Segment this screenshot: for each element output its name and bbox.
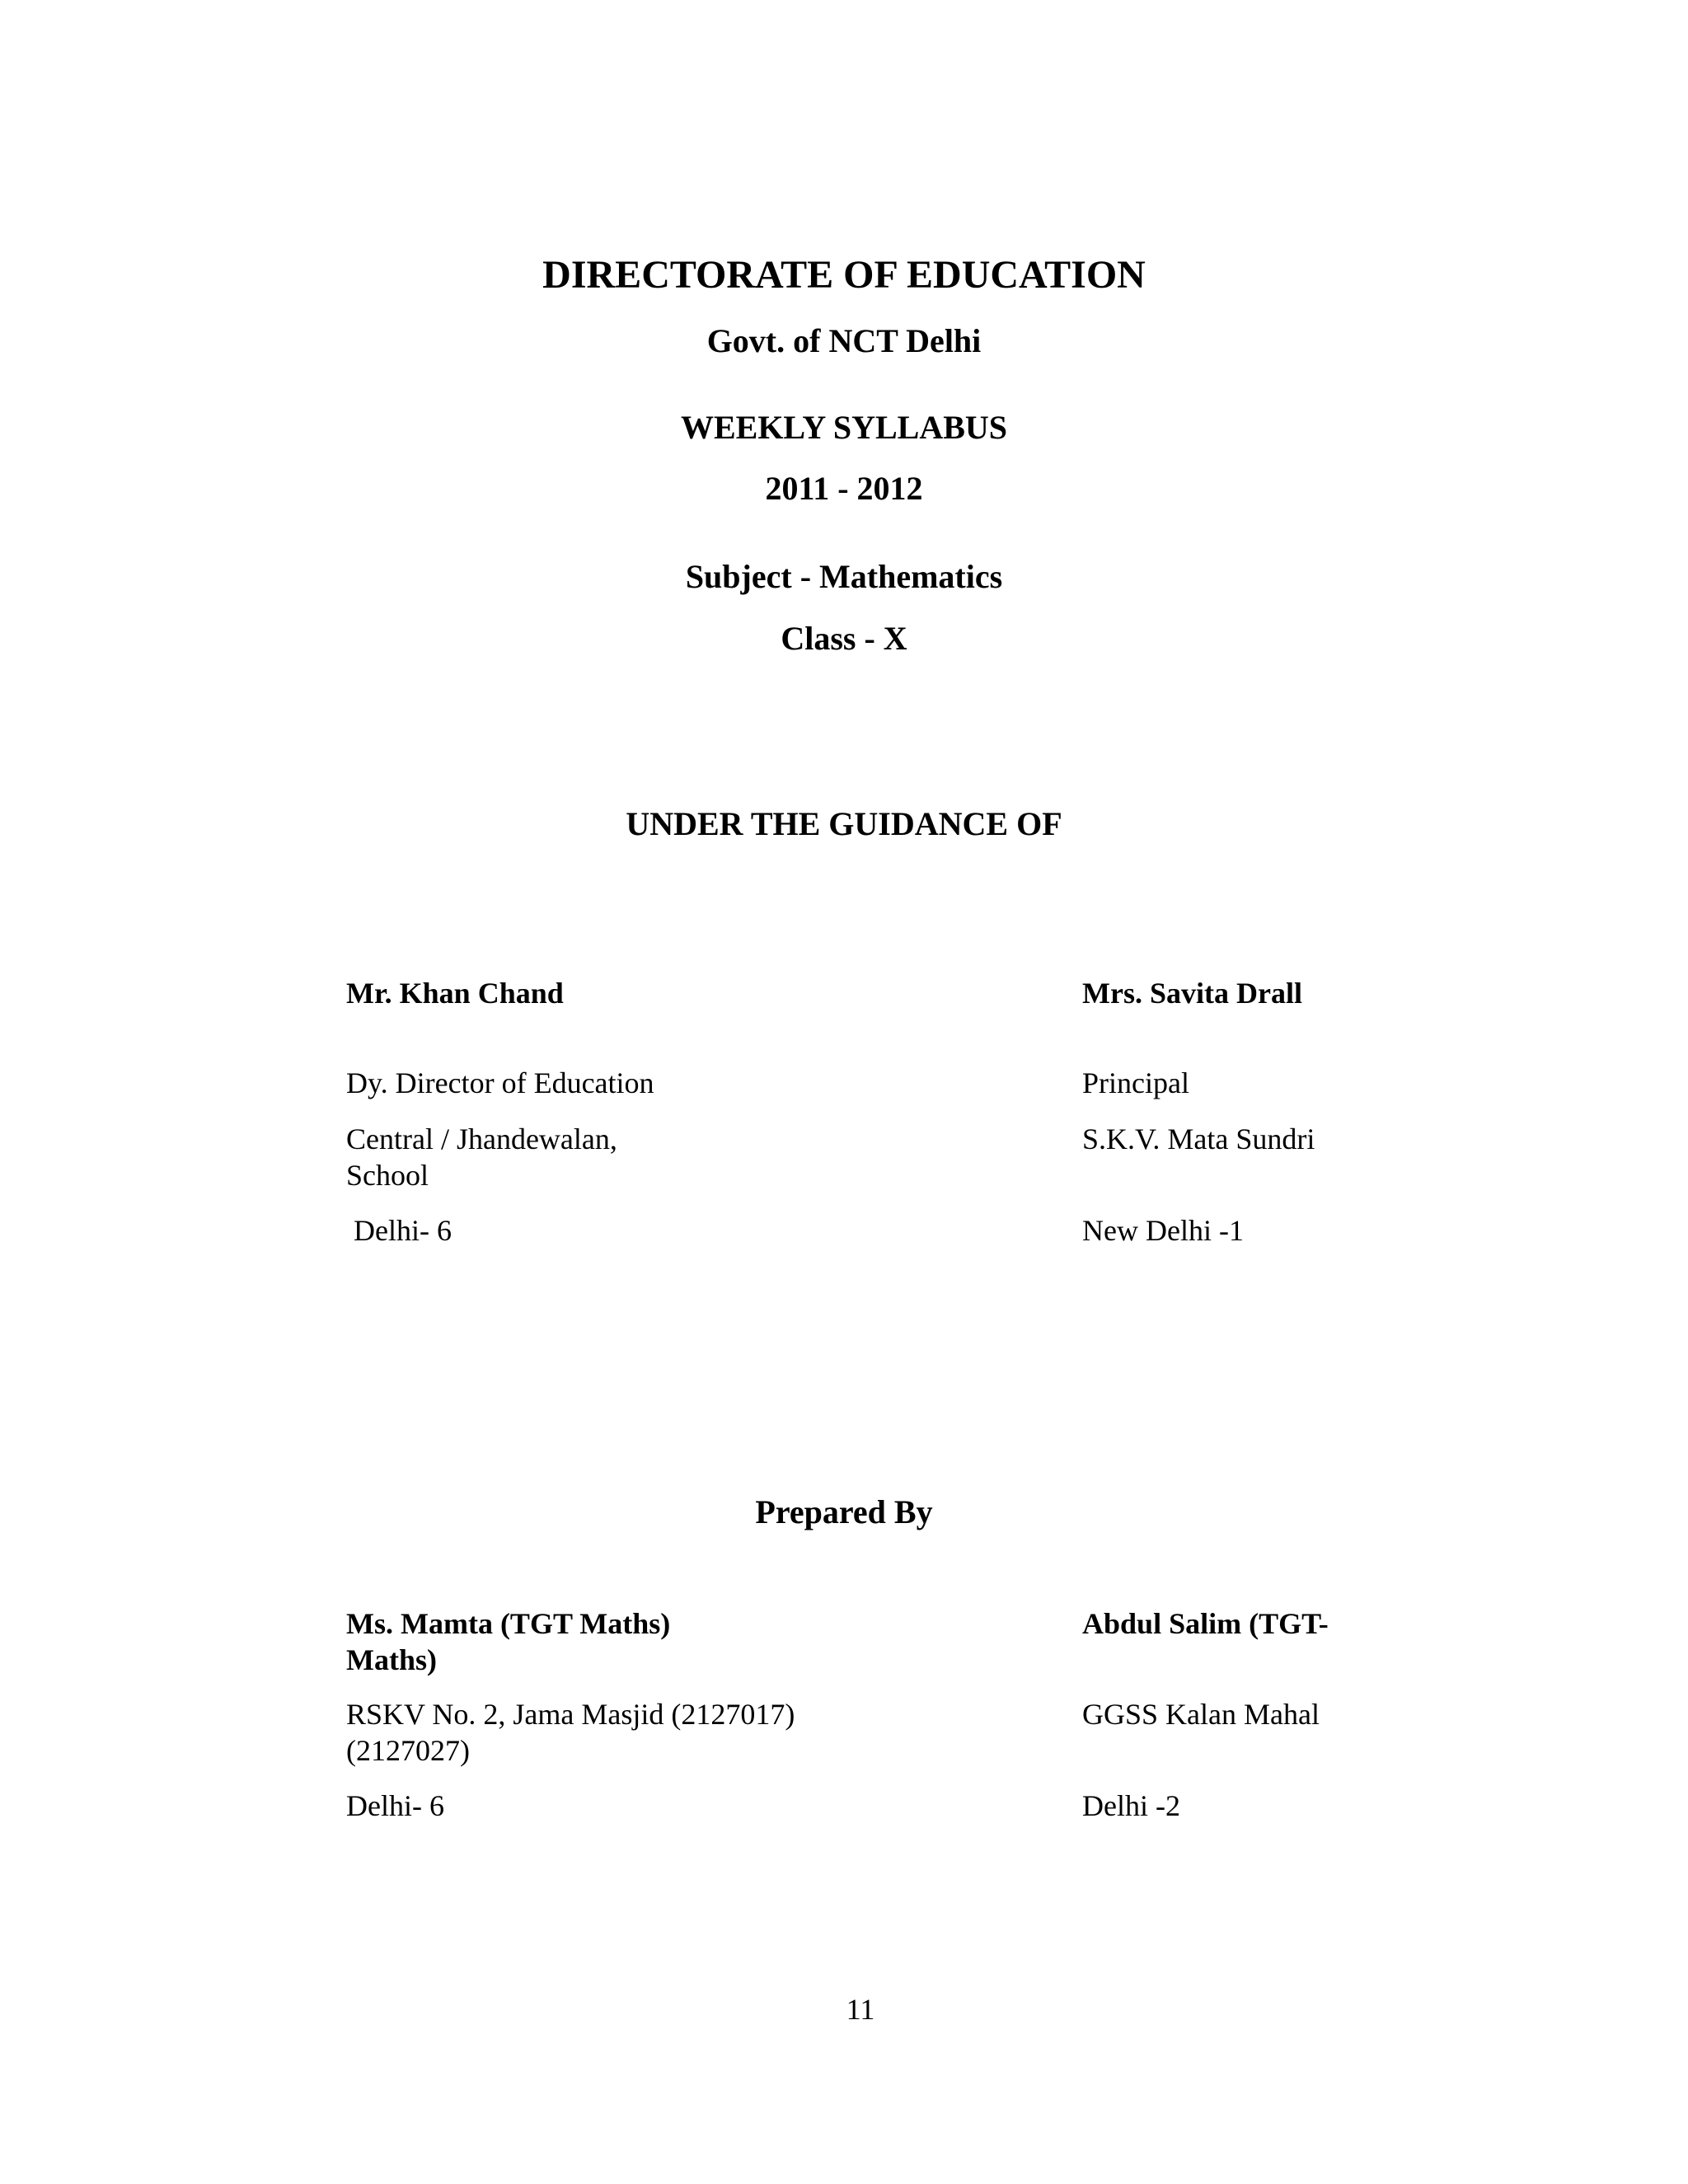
session-year: 2011 - 2012	[765, 470, 923, 507]
govt-subtitle: Govt. of NCT Delhi	[706, 322, 982, 359]
class-line: Class - X	[781, 620, 907, 657]
guidance-right-name: Mrs. Savita Drall	[1082, 977, 1302, 1010]
page-number: 11	[846, 1993, 875, 2026]
guidance-right-office: S.K.V. Mata Sundri	[1082, 1122, 1315, 1155]
guidance-right-city: New Delhi -1	[1082, 1214, 1244, 1247]
guidance-left-designation: Dy. Director of Education	[346, 1066, 654, 1099]
guidance-left-office-line2: School	[346, 1159, 429, 1192]
prepared-heading: Prepared By	[755, 1493, 933, 1530]
prepared-left-school-line2: (2127027)	[346, 1734, 470, 1767]
prepared-right-city: Delhi -2	[1082, 1789, 1180, 1822]
prepared-left-name-line1: Ms. Mamta (TGT Maths)	[346, 1607, 671, 1640]
document-title: WEEKLY SYLLABUS	[680, 409, 1008, 446]
guidance-left-city: Delhi- 6	[346, 1214, 452, 1247]
org-title: DIRECTORATE OF EDUCATION	[542, 253, 1146, 297]
subject-line: Subject - Mathematics	[685, 558, 1003, 595]
prepared-right-school: GGSS Kalan Mahal	[1082, 1698, 1320, 1731]
guidance-left-office-line1: Central / Jhandewalan,	[346, 1122, 617, 1155]
guidance-right-designation: Principal	[1082, 1066, 1189, 1099]
prepared-left-school-line1: RSKV No. 2, Jama Masjid (2127017)	[346, 1698, 795, 1731]
prepared-left-city: Delhi- 6	[346, 1789, 444, 1822]
guidance-heading: UNDER THE GUIDANCE OF	[626, 805, 1062, 842]
prepared-left-name-line2: Maths)	[346, 1643, 437, 1676]
prepared-right-name: Abdul Salim (TGT-	[1082, 1607, 1329, 1640]
guidance-left-name: Mr. Khan Chand	[346, 977, 564, 1010]
